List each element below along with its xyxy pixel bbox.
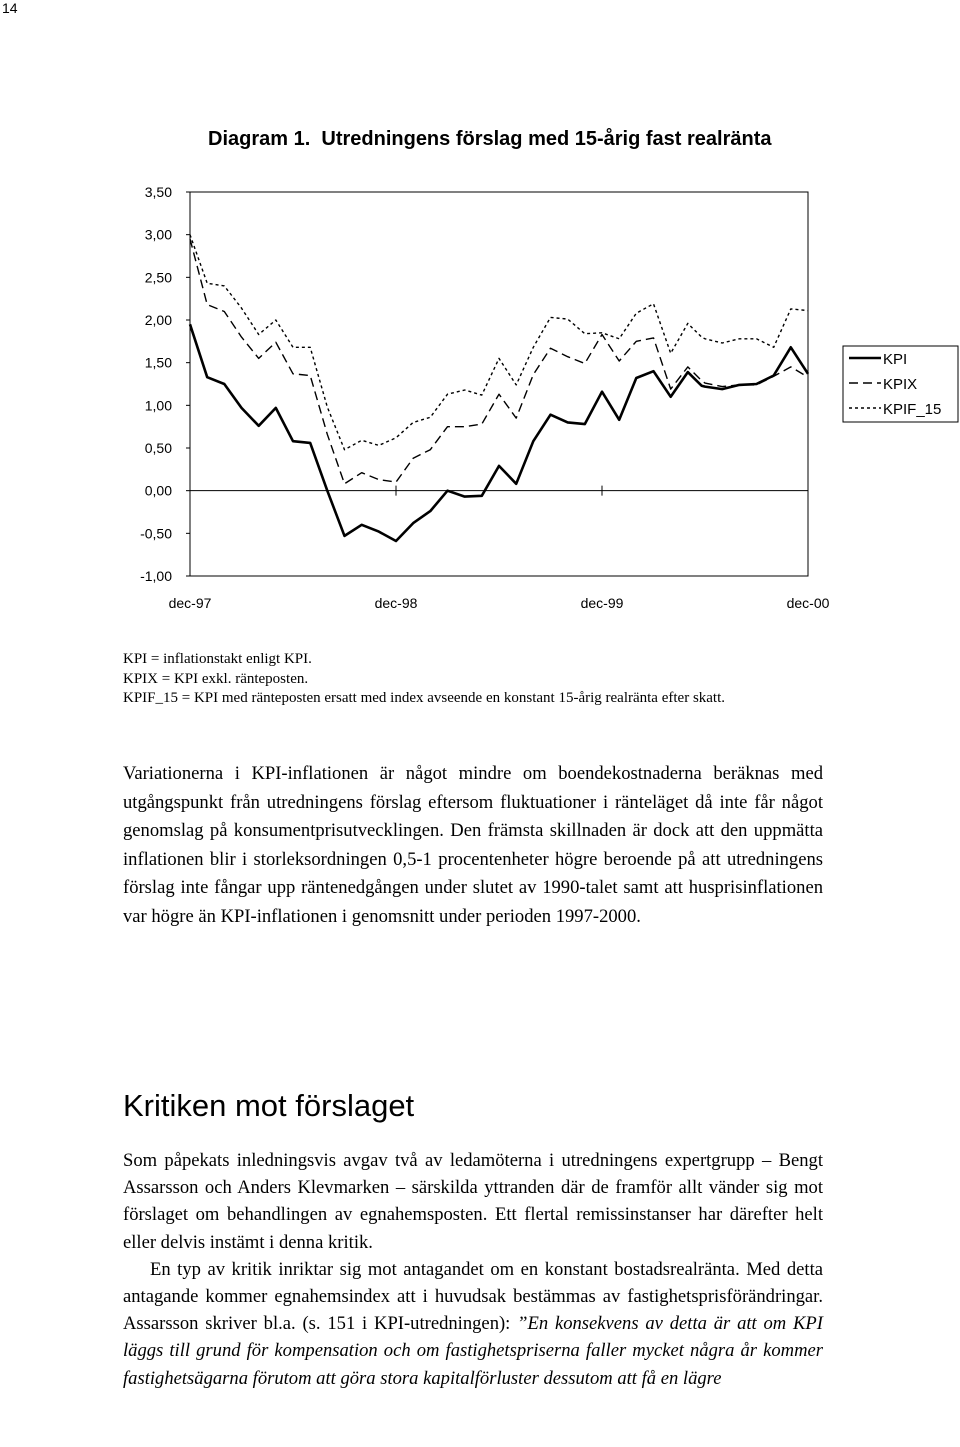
series-line-kpix — [190, 239, 808, 484]
x-tick-label: dec-97 — [168, 595, 212, 611]
y-tick-label: 0,50 — [144, 440, 172, 456]
y-tick-label: 3,00 — [144, 226, 172, 243]
y-tick-label: 2,50 — [144, 269, 172, 286]
chart-legend — [843, 346, 958, 422]
chart-axes — [140, 184, 830, 611]
chart-notes — [123, 650, 868, 709]
chart-series — [190, 235, 808, 541]
section-heading: Kritiken mot förslaget — [123, 1088, 415, 1123]
series-line-kpi — [190, 324, 808, 541]
y-tick-label: 2,00 — [144, 312, 172, 328]
y-tick-label: 1,50 — [144, 354, 172, 371]
line-chart — [0, 0, 960, 640]
y-tick-label: 3,50 — [144, 184, 172, 200]
note-kpix: KPIX = KPI exkl. ränteposten. — [123, 670, 309, 687]
section-body — [123, 1147, 823, 1392]
x-tick-label: dec-99 — [580, 595, 624, 611]
x-tick-label: dec-00 — [786, 595, 830, 611]
plot-frame — [190, 192, 808, 576]
section-paragraph-1: Som påpekats inledningsvis avgav två av ledamöterna i utredningens expertgrupp – Bengt Assarsson och Anders Klevmarken – särskilda yttranden där de framför allt vänder sig mot förslaget om behandlingen av egnahemsposten. Ett flertal remissinstanser har därefter helt eller delvis instämt i denna kritik. — [123, 1150, 823, 1253]
legend-label: KPI — [883, 351, 908, 368]
note-kpif15: KPIF_15 = KPI med ränteposten ersatt med index avseende en konstant 15-årig realränta efter skatt. — [123, 690, 726, 706]
y-tick-label: -1,00 — [140, 568, 172, 584]
body-paragraph: Variationerna i KPI-inflationen är något mindre om boendekostnaderna beräknas med utgångspunkt från utredningens förslag eftersom fluktuationer i ränteläget då inte får något genomslag på konsumentprisutvecklingen. Den främsta skillnaden är dock att den uppmätta inflationen blir i storleksordningen 0,5-1 procentenheter högre beroende på att utredningens förslag inte fångar upp räntenedgången under slutet av 1990-talet samt att husprisinflationen var högre än KPI-inflationen i genomsnitt under perioden 1997-2000. — [123, 763, 823, 927]
section-paragraph-2 — [123, 1256, 823, 1392]
x-tick-label: dec-98 — [374, 595, 418, 611]
legend-label: KPIX — [883, 376, 918, 393]
y-tick-label: 1,00 — [144, 397, 172, 414]
legend-label: KPIF_15 — [883, 401, 942, 418]
note-kpi: KPI = inflationstakt enligt KPI. — [123, 651, 312, 667]
page-number: 14 — [2, 0, 18, 16]
series-line-kpif-15 — [190, 235, 808, 450]
assarsson-quote: ”En konsekvens av detta är att om KPI läggs till grund för kompensation och om fastighetspriserna faller mycket några år kommer fastighetsägarna förutom att göra stora kapitalförluster dessutom att få en lägre — [123, 1313, 823, 1389]
y-tick-label: 0,00 — [144, 482, 172, 499]
y-tick-label: -0,50 — [140, 525, 172, 542]
section-paragraph-2-text: En typ av kritik inriktar sig mot antagandet om en konstant bostadsrealränta. Med detta antagande kommer egnahemsindex att i huvudsak bestämmas av fastighetsprisförändringar. Assarsson skriver bl.a. (s. 151 i KPI-utredningen): — [123, 1258, 823, 1335]
diagram-title: Diagram 1. Utredningens förslag med 15-årig fast realränta — [208, 128, 772, 150]
